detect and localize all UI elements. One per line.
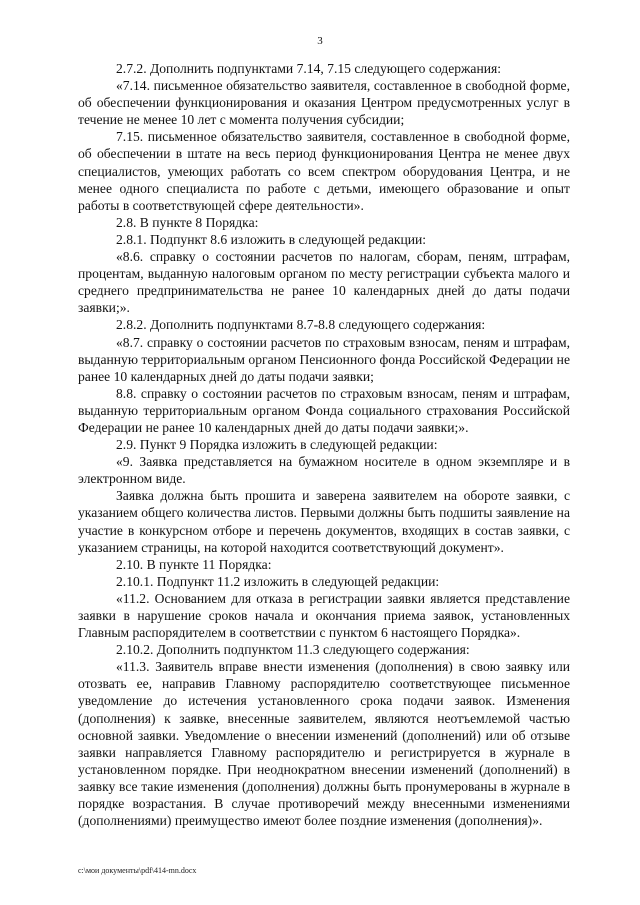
page-number: 3 [317,35,323,47]
paragraph: 2.8.1. Подпункт 8.6 изложить в следующей редакции: [116,231,427,247]
paragraph: «11.2. Основанием для отказа в регистрации заявки является представление заявки в нарушение сроков начала и окончания приема заявок, установленных Главным распорядителем в соответствии с пунктом 6 настоящего Порядка». [78,590,570,641]
paragraph: 2.10. В пункте 11 Порядка: [116,556,272,572]
paragraph: «7.14. письменное обязательство заявителя, составленное в свободной форме, об обеспечении функционирования и оказания Центром предусмотренных услуг в течение не менее 10 лет с момента получения субсидии; [78,78,570,128]
paragraph: Заявка должна быть прошита и заверена заявителем на обороте заявки, с указанием общего количества листов. Первыми должны быть подшиты заявление на участие в конкурсном отборе и перечень документов, входящих в состав заявки, с указанием страницы, на которой находится соответствующий документ». [78,488,570,555]
footer-file-path: c:\мои документы\pdf\414-mn.docx [78,866,197,875]
paragraph: 8.8. справку о состоянии расчетов по страховым взносам, пеням и штрафам, выданную территориальным органом Фонда социального страхования Российской Федерации не ранее 10 календарных дней до даты подачи заявки;». [78,385,570,435]
paragraph: 2.10.2. Дополнить подпунктом 11.3 следующего содержания: [116,642,470,658]
paragraph: 2.7.2. Дополнить подпунктами 7.14, 7.15 следующего содержания: [116,61,502,76]
paragraph: «8.6. справку о состоянии расчетов по налогам, сборам, пеням, штрафам, процентам, выданную налоговым органом по месту регистрации субъекта малого и среднего предпринимательства не ранее 10 календарных дней до даты подачи заявки;». [78,249,570,316]
paragraph: 7.15. письменное обязательство заявителя, составленное в свободной форме, об обеспечении в штате на весь период функционирования Центра не менее двух специалистов, умеющих работать со всем спектром оборудования Центра, и не менее одного специалиста по работе с детьми, имеющего образование и опыт работы в соответствующей сфере деятельности». [78,129,570,213]
paragraph: 2.8. В пункте 8 Порядка: [116,214,259,230]
paragraph: 2.8.2. Дополнить подпунктами 8.7-8.8 следующего содержания: [116,317,486,333]
paragraph: «8.7. справку о состоянии расчетов по страховым взносам, пеням и штрафам, выданную территориальным органом Пенсионного фонда Российской Федерации не ранее 10 календарных дней до даты подачи заявки; [78,334,570,384]
paragraph: «11.3. Заявитель вправе внести изменения (дополнения) в свою заявку или отозвать ее, направив Главному распорядителю соответствующее письменное уведомление до истечения установленного срока подачи заявок. Изменения (дополнения) к заявке, внесенные заявителем, являются неотъемлемой частью основной заявки. Уведомление о внесении изменений (дополнений) или об отзыве заявки направляется Главному распорядителю и регистрируется в журнале в установленном порядке. При неоднократном внесении изменений (дополнений) в заявку все такие изменения (дополнения) должны быть пронумерованы в журнале в порядке возрастания. В случае противоречий между внесенными изменениями (дополнениями) преимущество имеют более поздние изменения (дополнения)». [78,659,570,829]
paragraph: 2.10.1. Подпункт 11.2 изложить в следующей редакции: [116,573,440,589]
document-body [78,60,570,829]
paragraph: «9. Заявка представляется на бумажном носителе в одном экземпляре и в электронном виде. [78,454,570,487]
paragraph: 2.9. Пункт 9 Порядка изложить в следующей редакции: [116,437,438,453]
